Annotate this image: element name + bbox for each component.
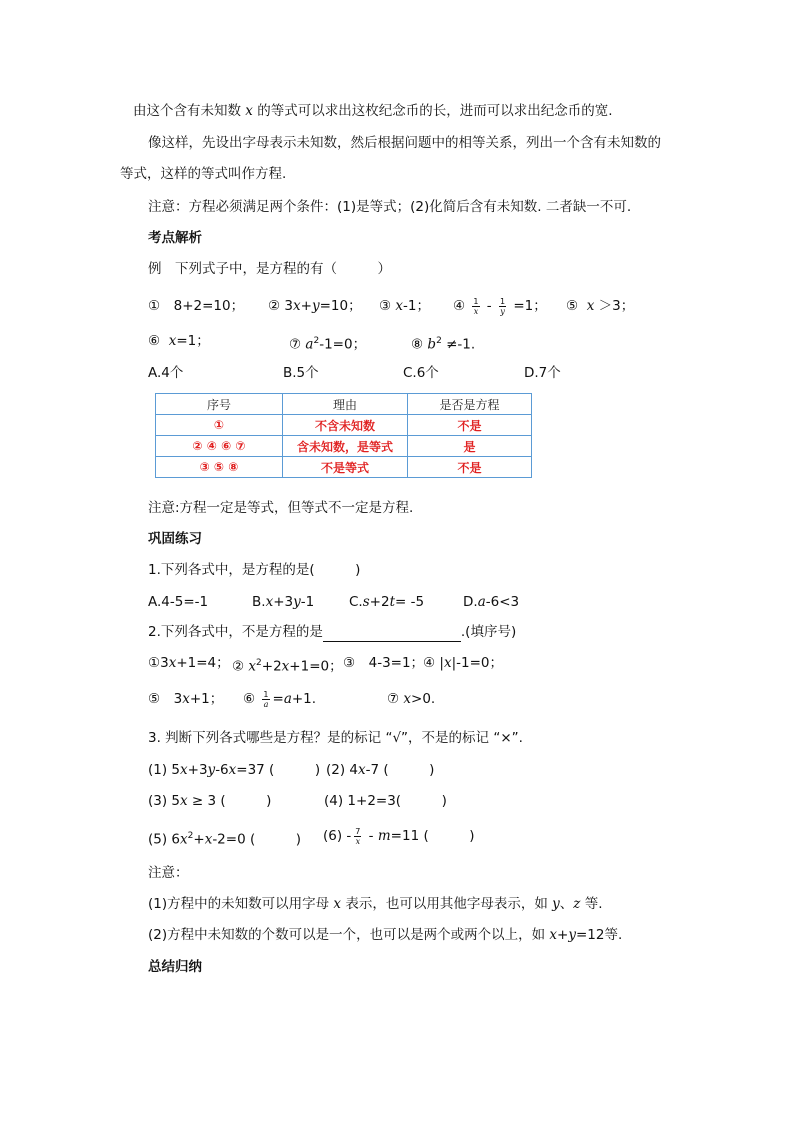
table-row: [156, 436, 532, 457]
note-conditions: 注意：方程必须满足两个条件：(1)是等式；(2)化简后含有未知数. 二者缺一不可.: [148, 199, 632, 215]
paragraph-1: [133, 101, 613, 121]
table-cell: 不是等式: [283, 457, 408, 478]
table-cell: ② ④ ⑥ ⑦: [156, 436, 283, 457]
table-cell: ①: [156, 415, 283, 436]
question-2-item-7: ⑦ x>0.: [387, 691, 436, 707]
table-header: 序号: [156, 394, 283, 415]
note-line-2: (2)方程中未知数的个数可以是一个，也可以是两个或两个以上，如 x+y=12等.: [148, 927, 623, 943]
example-question: 例 下列式子中，是方程的有（ ）: [148, 261, 391, 277]
example-item-1: ① 8+2=10；: [148, 298, 245, 314]
question-2-item-2: ② $x^2+2x+1=0$；: [232, 658, 343, 675]
question-2-stem: 2.下列各式中，不是方程的是 .(填序号): [148, 624, 517, 640]
question-1-option-a: A.4-5=-1: [148, 594, 209, 610]
analysis-table: [155, 393, 532, 478]
text: 的等式可以求出这枚纪念币的长，进而可以求出纪念币的宽.: [257, 103, 613, 119]
question-3-item-3: (3) 5x ≥ 3 ( ): [148, 793, 272, 809]
question-1-option-b: B.x+3y-1: [252, 594, 315, 610]
variable: x: [245, 103, 253, 119]
table-cell: 不是: [408, 457, 532, 478]
question-3-stem: 3. 判断下列各式哪些是方程？是的标记 “√”，不是的标记 “×”.: [148, 730, 523, 746]
fraction: $\frac{7}{x}$: [355, 826, 361, 846]
question-3-item-5: (5) $6x^2+x-2=0$ ( ): [148, 831, 301, 848]
answer-blank[interactable]: [323, 627, 461, 642]
table-header: 是否是方程: [408, 394, 532, 415]
option-b: B.5个: [283, 365, 319, 381]
table-cell: 不是: [408, 415, 532, 436]
example-item-8: ⑧ $b^2 \ne-1$.: [411, 336, 476, 353]
question-2-item-4: ④ |x|-1=0；: [423, 655, 504, 671]
question-3-item-4: (4) 1+2=3( ): [324, 793, 447, 809]
fraction: $\frac{1}{x}$: [473, 296, 479, 316]
question-2-item-1: ①3x+1=4；: [148, 655, 230, 671]
example-item-6: ⑥ x=1；: [148, 333, 210, 349]
table-cell: ③ ⑤ ⑧: [156, 457, 283, 478]
question-3-item-2: (2) 4x-7 ( ): [326, 762, 435, 778]
paragraph-2-line-1: 像这样，先设出字母表示未知数，然后根据问题中的相等关系，列出一个含有未知数的: [148, 135, 661, 151]
note-line-1: (1)方程中的未知数可以用字母 x 表示，也可以用其他字母表示，如 y、z 等.: [148, 896, 603, 912]
question-1-stem: 1.下列各式中，是方程的是( ): [148, 562, 361, 578]
example-item-7: ⑦ $a^2-1=0$；: [289, 336, 367, 353]
text: 由这个含有未知数: [133, 103, 241, 119]
fraction: $\frac{1}{a}$: [263, 689, 269, 709]
question-3-item-6: (6) - $\frac{7}{x}$ - m=11 ( ): [323, 826, 475, 846]
table-cell: 是: [408, 436, 532, 457]
paragraph-2-line-2: 等式，这样的等式叫作方程.: [120, 166, 287, 182]
example-item-5: ⑤ x ＞3；: [566, 298, 635, 314]
note-title: 注意：: [148, 865, 189, 881]
example-item-4: ④ $\frac{1}{x}$ - $\frac{1}{y}$ =1；: [453, 296, 547, 316]
question-1-option-c: C.s+2t= -5: [349, 594, 425, 610]
section-heading-zongjie: 总结归纳: [148, 959, 202, 975]
question-3-item-1: (1) 5x+3y-6x=37 ( ): [148, 762, 321, 778]
question-2-item-5: ⑤ 3x+1；: [148, 691, 224, 707]
section-heading-gonggu: 巩固练习: [148, 531, 202, 547]
fraction: $\frac{1}{y}$: [499, 296, 506, 316]
table-header-row: [156, 394, 532, 415]
table-cell: 不含未知数: [283, 415, 408, 436]
question-2-item-6: ⑥ $\frac{1}{a}$ =a+1.: [243, 689, 317, 709]
table-row: [156, 415, 532, 436]
table-row: [156, 457, 532, 478]
table-cell: 含未知数，是等式: [283, 436, 408, 457]
option-c: C.6个: [403, 365, 439, 381]
section-heading-kaodian: 考点解析: [148, 230, 202, 246]
example-item-3: ③ x-1；: [379, 298, 430, 314]
question-2-item-3: ③ 4-3=1；: [343, 655, 425, 671]
example-item-2: ② 3x+y=10；: [268, 298, 362, 314]
option-d: D.7个: [524, 365, 561, 381]
table-header: 理由: [283, 394, 408, 415]
option-a: A.4个: [148, 365, 184, 381]
question-1-option-d: D.a-6<3: [463, 594, 520, 610]
note-equation-vs-equality: 注意:方程一定是等式，但等式不一定是方程.: [148, 500, 414, 516]
